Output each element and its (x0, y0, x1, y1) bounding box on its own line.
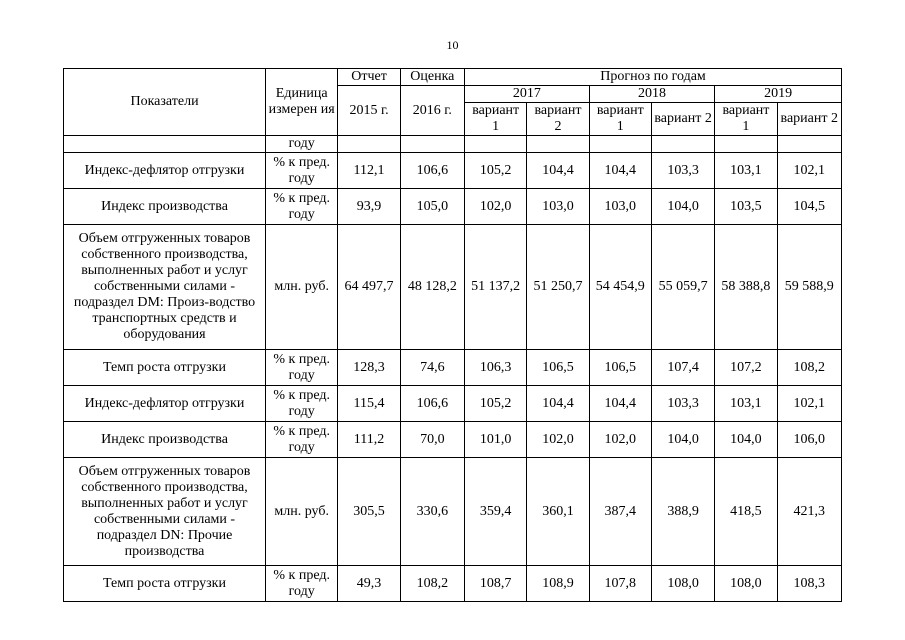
cell-value: 54 454,9 (589, 225, 651, 350)
row-name: Индекс производства (64, 422, 266, 458)
cell-value: 111,2 (338, 422, 400, 458)
row-unit: % к пред. году (266, 350, 338, 386)
row-unit: % к пред. году (266, 153, 338, 189)
cell-value: 104,4 (589, 153, 651, 189)
row-unit: % к пред. году (266, 386, 338, 422)
table-row (64, 225, 842, 350)
cell-value: 58 388,8 (715, 225, 777, 350)
row-unit: % к пред. году (266, 189, 338, 225)
table-row (64, 422, 842, 458)
cell-value: 105,2 (465, 153, 527, 189)
cell-value: 108,2 (777, 350, 841, 386)
header-forecast: Прогноз по годам (465, 69, 842, 86)
header-year: 2018 (589, 86, 715, 103)
cell-value: 104,0 (651, 189, 714, 225)
cell-value: 101,0 (465, 422, 527, 458)
forecast-table (63, 68, 842, 602)
cell-value: 106,5 (589, 350, 651, 386)
cell-value: 103,0 (589, 189, 651, 225)
row-unit: млн. руб. (266, 225, 338, 350)
cell-value: 104,5 (777, 189, 841, 225)
cell-value: 102,1 (777, 386, 841, 422)
cell-value: 359,4 (465, 458, 527, 566)
cell-value: 418,5 (715, 458, 777, 566)
table-row (64, 350, 842, 386)
header-estimate: Оценка (400, 69, 464, 86)
cell-value: 74,6 (400, 350, 464, 386)
header-year-2015: 2015 г. (338, 86, 400, 136)
header-variant-2: вариант 2 (651, 103, 714, 136)
cell-value: 115,4 (338, 386, 400, 422)
table-row (64, 566, 842, 602)
cell-value: 102,0 (527, 422, 589, 458)
cell-value: 49,3 (338, 566, 400, 602)
cell-value: 305,5 (338, 458, 400, 566)
table-row (64, 189, 842, 225)
header-variant-2: вариант 2 (527, 103, 589, 136)
cell-value: 103,3 (651, 386, 714, 422)
continuation-row (64, 136, 842, 153)
header-report: Отчет (338, 69, 400, 86)
cell-value: 128,3 (338, 350, 400, 386)
cell-value: 107,4 (651, 350, 714, 386)
cell-value: 106,3 (465, 350, 527, 386)
cell-value: 103,0 (527, 189, 589, 225)
cell-value: 107,2 (715, 350, 777, 386)
cell-value: 107,8 (589, 566, 651, 602)
row-name: Индекс-дефлятор отгрузки (64, 153, 266, 189)
cell-value: 104,0 (715, 422, 777, 458)
cell-value: 108,7 (465, 566, 527, 602)
table-row (64, 153, 842, 189)
cell-value: 51 250,7 (527, 225, 589, 350)
header-year: 2017 (465, 86, 590, 103)
cell-value: 48 128,2 (400, 225, 464, 350)
row-name: Объем отгруженных товаров собственного производства, выполненных работ и услуг собственными силами - подраздел DN: Прочие производства (64, 458, 266, 566)
header-variant-1: вариант 1 (465, 103, 527, 136)
cell-value: 103,1 (715, 153, 777, 189)
cell-value: 330,6 (400, 458, 464, 566)
cell-value: 59 588,9 (777, 225, 841, 350)
cell-value: 64 497,7 (338, 225, 400, 350)
cell-value: 93,9 (338, 189, 400, 225)
row-name: Индекс-дефлятор отгрузки (64, 386, 266, 422)
cell-value: 105,2 (465, 386, 527, 422)
cell-value: 108,9 (527, 566, 589, 602)
header-row-1 (64, 69, 842, 86)
cell-value: 70,0 (400, 422, 464, 458)
cell-value: 104,4 (527, 386, 589, 422)
header-variant-1: вариант 1 (715, 103, 777, 136)
row-name: Темп роста отгрузки (64, 350, 266, 386)
row-name: Объем отгруженных товаров собственного производства, выполненных работ и услуг собственными силами - подраздел DM: Произ-водство транспортных средств и оборудования (64, 225, 266, 350)
cell-value: 103,5 (715, 189, 777, 225)
cell-value: 102,0 (589, 422, 651, 458)
cell-value: 104,0 (651, 422, 714, 458)
header-variant-2: вариант 2 (777, 103, 841, 136)
cell-value: 103,1 (715, 386, 777, 422)
row-unit: млн. руб. (266, 458, 338, 566)
cell-value: 388,9 (651, 458, 714, 566)
cell-value: 112,1 (338, 153, 400, 189)
cell-value: 108,0 (715, 566, 777, 602)
header-unit: Единица измерен ия (266, 69, 338, 136)
table-row (64, 386, 842, 422)
table-row (64, 458, 842, 566)
cell-value: 106,6 (400, 386, 464, 422)
cell-value: 105,0 (400, 189, 464, 225)
row-unit: % к пред. году (266, 422, 338, 458)
cell-value: 108,3 (777, 566, 841, 602)
row-name: Темп роста отгрузки (64, 566, 266, 602)
cell-value: 55 059,7 (651, 225, 714, 350)
cell-value: 102,1 (777, 153, 841, 189)
cell-value: 102,0 (465, 189, 527, 225)
page-number: 10 (446, 38, 459, 52)
header-year-2016: 2016 г. (400, 86, 464, 136)
cell-value: 106,6 (400, 153, 464, 189)
cell-value: 106,5 (527, 350, 589, 386)
cell-value: 360,1 (527, 458, 589, 566)
header-indicators: Показатели (64, 69, 266, 136)
row-name: Индекс производства (64, 189, 266, 225)
cell-value: 108,2 (400, 566, 464, 602)
row-unit: % к пред. году (266, 566, 338, 602)
continuation-text: году (266, 136, 338, 153)
header-year: 2019 (715, 86, 842, 103)
cell-value: 108,0 (651, 566, 714, 602)
cell-value: 104,4 (527, 153, 589, 189)
cell-value: 421,3 (777, 458, 841, 566)
cell-value: 103,3 (651, 153, 714, 189)
cell-value: 387,4 (589, 458, 651, 566)
cell-value: 104,4 (589, 386, 651, 422)
header-variant-1: вариант 1 (589, 103, 651, 136)
cell-value: 106,0 (777, 422, 841, 458)
cell-value: 51 137,2 (465, 225, 527, 350)
